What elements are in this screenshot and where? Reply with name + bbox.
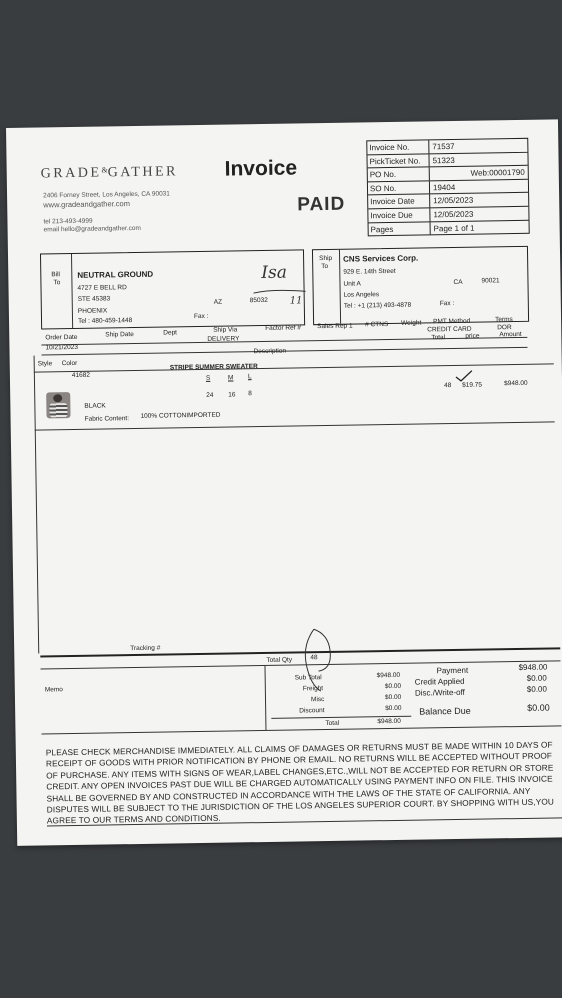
ship-to-box: Ship To CNS Services Corp. 929 E. 14th Street Unit A Los Angeles CA 90021 Tel : +1 (213) 493-4878 Fax : xyxy=(312,246,529,325)
item-color: BLACK xyxy=(84,402,106,410)
info-row: SO No. 19404 xyxy=(368,180,528,196)
info-row: Invoice Date 12/05/2023 xyxy=(368,193,528,209)
terms-and-conditions: PLEASE CHECK MERCHANDISE IMMEDIATELY. ALL CLAIMS OF DAMAGES OR RETURNS MUST BE MADE WITHIN 10 DAYS OF RECEIPT OF GOODS WITH PRIOR NOTIFICATION BY PHONE OR EMAIL. NO RETURNS WILL BE ACCEPTED WITHOUT PROOF OF PURCHASE. ANY ITEMS WITH SIGNS OF WEAR,LABEL CHANGES,ETC.,WILL NOT BE ACCEPTED FOR RETURN OR STORE CREDIT. ANY OPEN INVOICES PAST DUE WILL BE CHARGED AUTOMATICALLY USING PAYMENT INFO ON FILE. THIS INVOICE SHALL BE GOVERNED BY AND CONSTRUCTED IN ACCORDANCE WITH THE LAWS OF THE STATE OF CALIFORNIA. ANY DISPUTES WILL BE SUBJECT TO THE JURISDICTION OF THE LOS ANGELES SUPERIOR COURT. BY SHOPPING WITH US,YOU AGREE TO OUR TERMS AND CONDITIONS. xyxy=(45,739,555,826)
subtotal: $948.00 xyxy=(376,671,401,680)
bill-to-box: Bill To NEUTRAL GROUND 4727 E BELL RD STE 45383 PHOENIX AZ 85032 Tel : 480-459-1448 Fax : Isa 11 xyxy=(40,249,305,329)
info-row: Invoice Due 12/05/2023 xyxy=(368,207,528,223)
item-style: 41682 xyxy=(71,371,91,379)
item-price: $19.75 xyxy=(462,381,483,389)
company-logo: GRADE&GATHER xyxy=(40,164,179,182)
order-date: 10/21/2023 xyxy=(45,343,79,352)
company-address: 2406 Forney Street, Los Angeles, CA 90031 xyxy=(43,190,170,200)
payment-amount: $948.00 xyxy=(518,662,548,673)
terms-value: DOR xyxy=(497,324,512,332)
product-thumbnail xyxy=(46,392,70,418)
item-amount: $948.00 xyxy=(504,379,528,388)
handwritten-mark: 11 xyxy=(289,295,303,307)
info-row: PO No. Web:00001790 xyxy=(368,166,528,182)
paid-stamp: PAID xyxy=(297,193,346,216)
invoice-paper: GRADE&GATHER 2406 Forney Street, Los Angeles, CA 90031 www.gradeandgather.com tel 213-493-4999 email hello@gradeandgather.com Invoice PAID Invoice No. 71537 PickTicket No. 51323 PO No. Web:00001790 SO No. 19404 Invoice Date 12/05/2023 Invoice Due 12/05/2023 Pages Page 1 of 1 Bill To NEUTRAL GROUND 4727 E BELL RD STE 45383 PHOENIX AZ 85032 Tel : 480-459-1448 Fax : Isa 11 Ship To CNS Services Corp. 929 E. 14th Street Unit A Los Angeles CA 90021 Tel : +1 (213) 493-4878 Fax : Order Date Ship Date Dept Ship Via Factor Ref # Sales Rep 1 # CTNS Weight PMT Method Terms 10/21/2023 DELIVERY CREDIT CARD DOR Style Color Description Total price Amount 41682 STRIPE SUMMER SWEATER S M L 24 16 8 BLACK Fabric Content: 100% COTTONIMPORTED 48 $19.75 $948.00 Tracking # Total Qty 48 Memo Sub Total $948.00 Freight $0.00 Misc $0.00 Discount $0.00 Total $948.00 Payment $948.00 Credit Applied $0.00 Disc./Write-off $0.00 Balance Due $0.00 PLEASE CHECK MERCHANDISE IMMEDIATELY. ALL CLAIMS OF DAMAGES OR RETURNS MUST BE MADE WITHIN 10 DAYS OF RECEIPT OF GOODS WITH PRIOR NOTIFICATION BY PHONE OR EMAIL. NO RETURNS WILL BE ACCEPTED WITHOUT PROOF OF PURCHASE. ANY ITEMS WITH SIGNS OF WEAR,LABEL CHANGES,ETC.,WILL NOT BE ACCEPTED FOR RETURN OR STORE CREDIT. ANY OPEN INVOICES PAST DUE WILL BE CHARGED AUTOMATICALLY USING PAYMENT INFO ON FILE. THIS INVOICE SHALL BE GOVERNED BY AND CONSTRUCTED IN ACCORDANCE WITH THE LAWS OF THE STATE OF CALIFORNIA. ANY DISPUTES WILL BE SUBJECT TO THE JURISDICTION OF THE LOS ANGELES SUPERIOR COURT. BY SHOPPING WITH US,YOU AGREE TO OUR TERMS AND CONDITIONS. xyxy=(6,119,562,846)
ship-via: DELIVERY xyxy=(207,335,240,343)
pmt-method: CREDIT CARD xyxy=(427,325,472,334)
ship-to-name: CNS Services Corp. xyxy=(343,253,419,264)
item-description: STRIPE SUMMER SWEATER xyxy=(169,363,258,372)
bill-to-name: NEUTRAL GROUND xyxy=(77,269,154,280)
company-tel: tel 213-493-4999 xyxy=(43,217,93,226)
grand-total: $948.00 xyxy=(377,717,401,726)
invoice-info-box xyxy=(366,138,529,237)
company-email: email hello@gradeandgather.com xyxy=(43,224,141,234)
company-website: www.gradeandgather.com xyxy=(43,199,130,210)
tracking-label: Tracking # xyxy=(130,644,161,653)
info-row: PickTicket No. 51323 xyxy=(367,152,527,168)
info-row: Pages Page 1 of 1 xyxy=(369,220,529,235)
balance-due: $0.00 xyxy=(527,702,550,713)
item-total-qty: 48 xyxy=(444,382,452,390)
item-fabric: 100% COTTONIMPORTED xyxy=(140,411,221,420)
total-qty: 48 xyxy=(310,654,318,662)
info-row: Invoice No. 71537 xyxy=(367,139,527,155)
page-title: Invoice xyxy=(224,156,298,181)
handwritten-note: Isa xyxy=(261,262,288,284)
